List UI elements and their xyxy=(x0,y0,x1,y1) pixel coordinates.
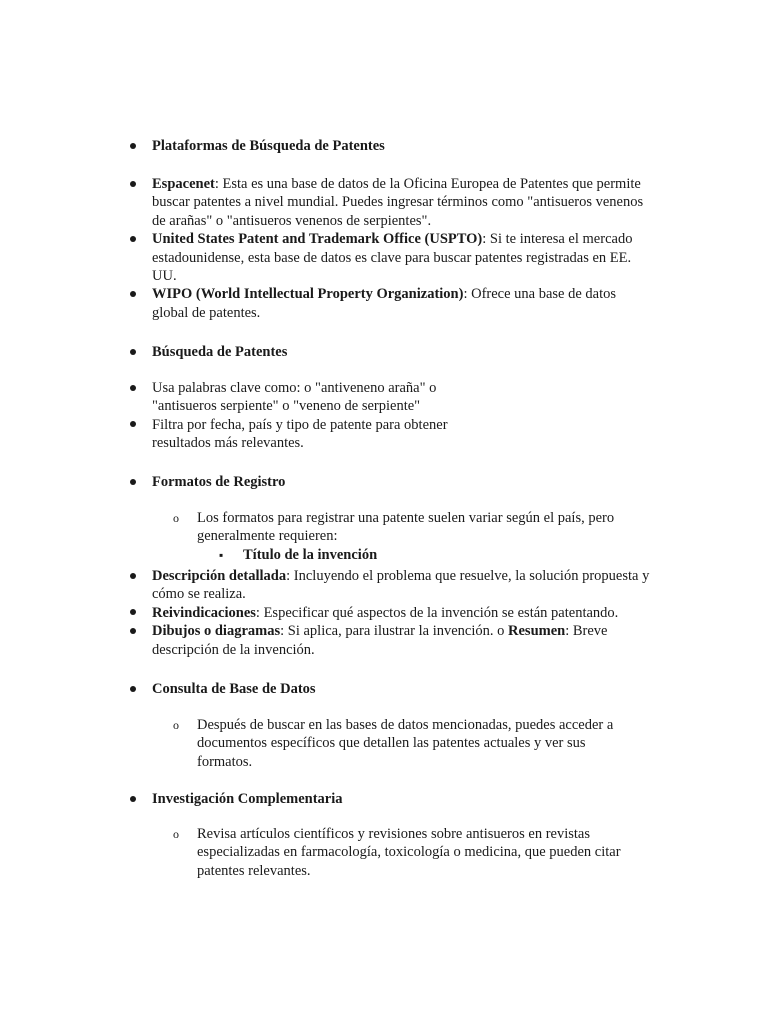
term-reivindicaciones: Reivindicaciones xyxy=(152,604,256,621)
section-heading xyxy=(0,343,664,361)
heading-text: Investigación Complementaria xyxy=(152,791,343,807)
list-item-filters xyxy=(0,416,462,453)
list-item-reivindicaciones xyxy=(0,604,672,622)
busqueda-list xyxy=(0,379,768,453)
section-heading xyxy=(0,790,664,808)
heading-text: Consulta de Base de Datos xyxy=(152,681,316,697)
section-investigacion xyxy=(0,790,768,808)
section-heading xyxy=(0,473,664,491)
list-item-descripcion xyxy=(0,567,662,604)
bullet-icon xyxy=(128,790,138,808)
hollow-circle-bullet-icon: o xyxy=(173,827,179,841)
heading-text: Plataformas de Búsqueda de Patentes xyxy=(152,138,385,154)
formatos-list xyxy=(0,567,768,659)
term-wipo: WIPO (World Intellectual Property Organization) xyxy=(152,286,464,303)
sub-item-investigacion xyxy=(0,825,642,880)
section-plataformas xyxy=(0,137,768,155)
desc-descripcion: : Incluyendo el problema que resuelve, la solución propuesta y cómo se realiza. xyxy=(152,568,650,603)
bullet-icon xyxy=(128,343,138,361)
desc-reivindicaciones: : Especificar qué aspectos de la invención se están patentando. xyxy=(255,604,619,621)
desc-dibujos: : Si aplica, para ilustrar la invención. o xyxy=(280,623,509,640)
desc-uspto: : Si te interesa el mercado estadounidense, esta base de datos es clave para buscar patentes registradas en EE. UU. xyxy=(152,231,633,285)
sub-item-text: Después de buscar en las bases de datos mencionadas, puedes acceder a documentos específicos que detallen las patentes actuales y ver sus formatos. xyxy=(197,717,614,770)
list-item-espacenet xyxy=(0,175,660,230)
heading-text: Búsqueda de Patentes xyxy=(152,344,288,360)
bullet-icon xyxy=(128,416,138,434)
section-busqueda xyxy=(0,343,768,361)
bullet-icon xyxy=(128,567,138,585)
list-item-dibujos xyxy=(0,622,632,659)
sub-item-formatos xyxy=(0,509,637,546)
section-heading xyxy=(0,137,664,155)
bullet-icon xyxy=(128,680,138,698)
bullet-icon xyxy=(128,175,138,193)
term-espacenet: Espacenet xyxy=(152,176,215,192)
subsub-item-titulo xyxy=(0,546,663,564)
list-item-wipo xyxy=(0,285,642,322)
desc-espacenet: : Esta es una base de datos de la Oficina Europea de Patentes que permite buscar patentes a nivel mundial. Puedes ingresar términos como "antisueros venenos de arañas" o "antisueros venenos de serpientes". xyxy=(152,176,644,229)
section-consulta xyxy=(0,680,768,698)
term-descripcion: Descripción detallada xyxy=(152,568,287,584)
formatos-sublist xyxy=(0,509,768,564)
section-heading xyxy=(0,680,664,698)
investigacion-sublist xyxy=(0,825,768,880)
term-dibujos: Dibujos o diagramas xyxy=(152,623,281,640)
list-item-keywords xyxy=(0,379,457,416)
sub-item-consulta xyxy=(0,716,642,771)
term-resumen: Resumen xyxy=(508,623,566,640)
subsub-item-text: Título de la invención xyxy=(243,546,378,563)
consulta-sublist xyxy=(0,716,768,771)
hollow-circle-bullet-icon: o xyxy=(173,511,179,525)
list-item-uspto xyxy=(0,230,652,285)
bullet-icon xyxy=(128,379,138,397)
filters-text: Filtra por fecha, país y tipo de patente para obtener resultados más relevantes. xyxy=(152,416,448,452)
heading-text: Formatos de Registro xyxy=(152,474,286,490)
filled-square-bullet-icon: ▪ xyxy=(219,547,224,562)
desc-wipo: : Ofrece una base de datos global de patentes. xyxy=(152,286,617,321)
sub-item-text: Revisa artículos científicos y revisiones sobre antisueros en revistas especializadas en farmacología, toxicología o medicina, que pueden citar patentes relevantes. xyxy=(197,826,621,879)
section-formatos xyxy=(0,473,768,491)
bullet-icon xyxy=(128,622,138,640)
bullet-icon xyxy=(128,604,138,622)
bullet-icon xyxy=(128,285,138,303)
desc-resumen: : Breve descripción de la invención. xyxy=(152,623,608,658)
bullet-icon xyxy=(128,473,138,491)
sub-item-text: Los formatos para registrar una patente suelen variar según el país, pero generalmente requieren: xyxy=(197,510,615,545)
bullet-icon xyxy=(128,230,138,248)
plataformas-list xyxy=(0,175,768,322)
hollow-circle-bullet-icon: o xyxy=(173,718,179,732)
term-uspto: United States Patent and Trademark Office (USPTO) xyxy=(152,231,483,248)
keywords-text: Usa palabras clave como: o "antiveneno araña" o "antisueros serpiente" o "veneno de serpiente" xyxy=(152,380,437,415)
bullet-icon xyxy=(128,137,138,155)
